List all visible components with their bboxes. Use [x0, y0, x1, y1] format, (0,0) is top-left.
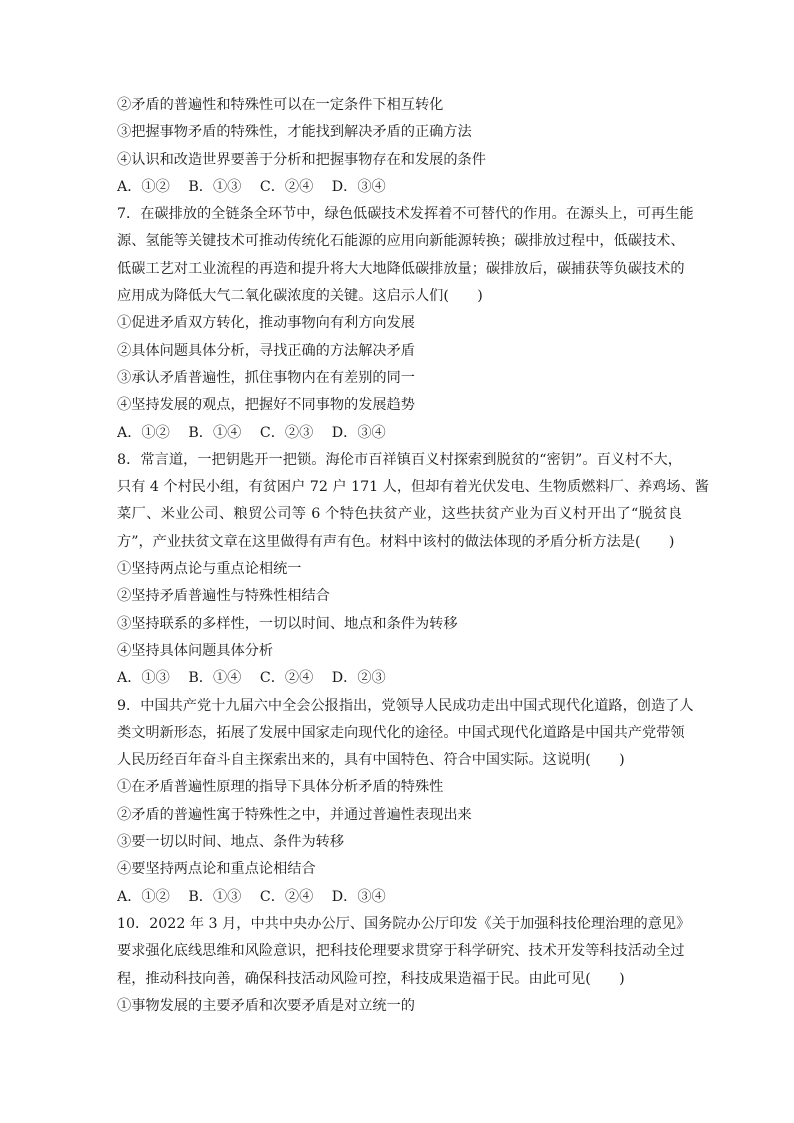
option: ④坚持发展的观点，把握好不同事物的发展趋势: [117, 397, 415, 414]
answer-a: A．①③: [117, 670, 170, 687]
question-7: [117, 201, 694, 447]
option: ②坚持矛盾普遍性与特殊性相结合: [117, 588, 330, 605]
answer-choices: [117, 884, 682, 911]
question-6-tail: [117, 92, 682, 201]
answer-c: C．②④: [259, 178, 314, 195]
option: ③要一切以时间、地点、条件为转移: [117, 834, 345, 851]
answer-a: A．①②: [117, 424, 170, 441]
option: ①事物发展的主要矛盾和次要矛盾是对立统一的: [117, 997, 415, 1014]
option: ②具体问题具体分析，寻找正确的方法解决矛盾: [117, 342, 415, 359]
question-8: [117, 447, 709, 693]
question-stem-line: 只有 4 个村民小组，有贫困户 72 户 171 人，但却有着光伏发电、生物质燃料厂、养鸡场、酱: [117, 479, 709, 496]
question-stem-line: 10．2022 年 3 月，中共中央办公厅、国务院办公厅印发《关于加强科技伦理治理的意见》: [117, 915, 691, 932]
answer-c: C．②③: [259, 424, 314, 441]
question-stem-line: 8．常言道，一把钥匙开一把锁。海伦市百祥镇百义村探索到脱贫的“密钥”。百义村不大，: [117, 451, 682, 468]
question-stem-line: 7．在碳排放的全链条全环节中，绿色低碳技术发挥着不可替代的作用。在源头上，可再生能: [117, 206, 694, 223]
option: ①坚持两点论与重点论相统一: [117, 561, 302, 578]
answer-choices: [117, 174, 682, 201]
question-stem-line: 要求强化底线思维和风险意识，把科技伦理要求贯穿于科学研究、技术开发等科技活动全过: [117, 943, 685, 960]
question-stem-line: 菜厂、米业公司、粮贸公司等 6 个特色扶贫产业，这些扶贫产业为百义村开出了“脱贫良: [117, 506, 682, 523]
question-stem-line: 程，推动科技向善，确保科技活动风险可控，科技成果造福于民。由此可见( ): [117, 970, 625, 987]
question-9: [117, 693, 694, 911]
option: ③承认矛盾普遍性，抓住事物内在有差别的同一: [117, 369, 415, 386]
option: ②矛盾的普遍性寓于特殊性之中，并通过普遍性表现出来: [117, 806, 472, 823]
question-stem-line: 人民历经百年奋斗自主探索出来的，具有中国特色、符合中国实际。这说明( ): [117, 752, 625, 769]
question-stem-line: 低碳工艺对工业流程的再造和提升将大大地降低碳排放量；碳排放后，碳捕获等负碳技术的: [117, 260, 685, 277]
question-stem-line: 方”，产业扶贫文章在这里做得有声有色。材料中该村的做法体现的矛盾分析方法是( ): [117, 533, 675, 550]
option: ③把握事物矛盾的特殊性，才能找到解决矛盾的正确方法: [117, 124, 472, 141]
answer-c: C．②④: [259, 888, 314, 905]
answer-d: D．③④: [331, 424, 386, 441]
question-stem-line: 9．中国共产党十九届六中全会公报指出，党领导人民成功走出中国式现代化道路，创造了人: [117, 697, 694, 714]
option: ④认识和改造世界要善于分析和把握事物存在和发展的条件: [117, 151, 486, 168]
option: ①促进矛盾双方转化，推动事物向有利方向发展: [117, 315, 415, 332]
document-page: [117, 92, 709, 1020]
answer-b: B．①③: [188, 888, 242, 905]
question-stem-line: 类文明新形态，拓展了发展中国家走向现代化的途径。中国式现代化道路是中国共产党带领: [117, 724, 685, 741]
answer-a: A．①②: [117, 178, 170, 195]
answer-choices: [117, 420, 682, 447]
answer-c: C．②④: [259, 670, 314, 687]
answer-b: B．①④: [188, 670, 242, 687]
answer-b: B．①③: [188, 178, 242, 195]
answer-d: D．③④: [331, 178, 386, 195]
question-stem-line: 应用成为降低大气二氧化碳浓度的关键。这启示人们( ): [117, 288, 483, 305]
answer-d: D．②③: [331, 670, 386, 687]
option: ④要坚持两点论和重点论相结合: [117, 861, 316, 878]
option: ③坚持联系的多样性，一切以时间、地点和条件为转移: [117, 615, 458, 632]
option: ①在矛盾普遍性原理的指导下具体分析矛盾的特殊性: [117, 779, 444, 796]
question-stem-line: 源、氢能等关键技术可推动传统化石能源的应用向新能源转换；碳排放过程中，低碳技术、: [117, 233, 685, 250]
answer-choices: [117, 665, 682, 692]
option: ②矛盾的普遍性和特殊性可以在一定条件下相互转化: [117, 97, 444, 113]
question-10: [117, 911, 691, 1020]
option: ④坚持具体问题具体分析: [117, 642, 274, 659]
answer-a: A．①②: [117, 888, 170, 905]
answer-d: D．③④: [331, 888, 386, 905]
answer-b: B．①④: [188, 424, 242, 441]
